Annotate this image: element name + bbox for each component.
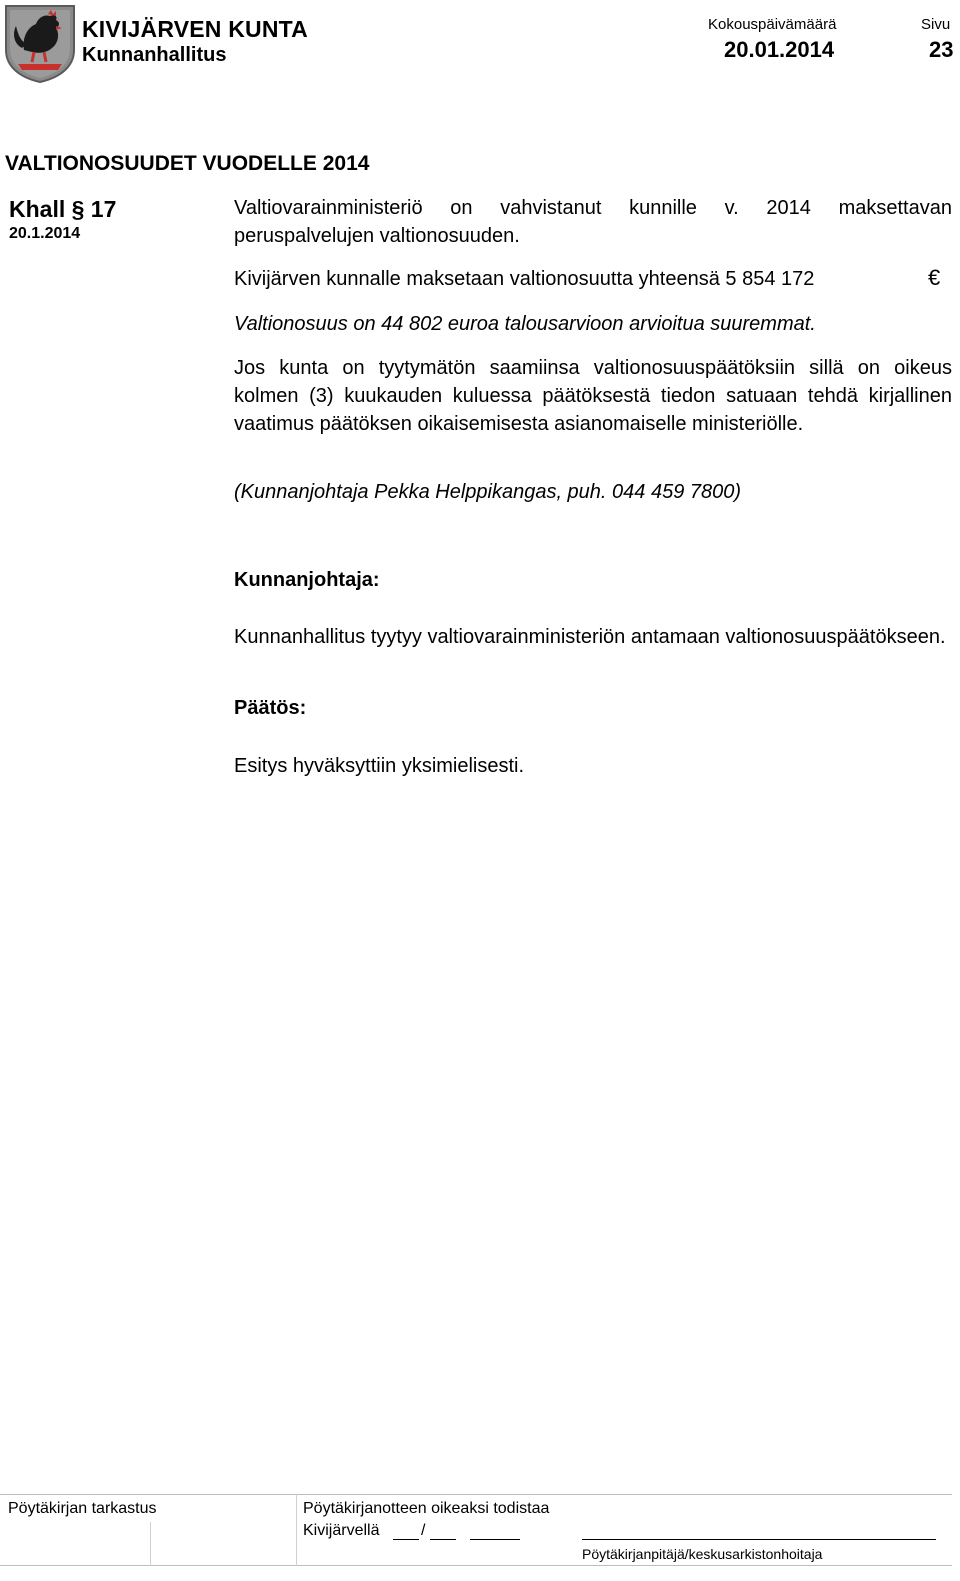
footer-signer-label: Pöytäkirjanpitäjä/keskusarkistonhoitaja bbox=[582, 1546, 823, 1562]
page-number: 23 bbox=[929, 37, 954, 62]
footer-column-divider bbox=[296, 1494, 297, 1566]
municipality-name: KIVIJÄRVEN KUNTA bbox=[82, 16, 308, 42]
paragraph-total-amount: Kivijärven kunnalle maksetaan valtionosuutta yhteensä 5 854 172 bbox=[234, 268, 815, 290]
footer-divider bbox=[150, 1522, 151, 1566]
footer-certified-label: Pöytäkirjanotteen oikeaksi todistaa bbox=[303, 1500, 550, 1517]
proposal-heading: Kunnanjohtaja: bbox=[234, 569, 380, 591]
page-label: Sivu bbox=[921, 16, 951, 33]
decision-heading: Päätös: bbox=[234, 697, 307, 719]
paragraph-difference: Valtionosuus on 44 802 euroa talousarvioon arvioitua suuremmat. bbox=[234, 313, 816, 335]
euro-symbol: € bbox=[928, 265, 941, 290]
footer-month-blank bbox=[430, 1539, 456, 1540]
municipality-crest-logo bbox=[4, 4, 76, 84]
section-title: VALTIONOSUUDET VUODELLE 2014 bbox=[5, 152, 370, 175]
proposal-text bbox=[234, 623, 952, 651]
proposal-text-content: Kunnanhallitus tyytyy valtiovarainministeriön antamaan valtionosuuspäätökseen. bbox=[234, 626, 946, 648]
footer-place: Kivijärvellä bbox=[303, 1522, 380, 1539]
paragraph-contact: (Kunnanjohtaja Pekka Helppikangas, puh. 044 459 7800) bbox=[234, 481, 742, 503]
footer-signature-line bbox=[582, 1539, 936, 1540]
meeting-date-label: Kokouspäivämäärä bbox=[708, 16, 837, 33]
footer-day-blank bbox=[393, 1539, 419, 1540]
footer-year-blank bbox=[470, 1539, 520, 1540]
case-date: 20.1.2014 bbox=[9, 225, 81, 242]
footer-slash: / bbox=[421, 1522, 426, 1539]
case-number: Khall § 17 bbox=[9, 196, 117, 222]
decision-text: Esitys hyväksyttiin yksimielisesti. bbox=[234, 755, 525, 777]
board-name: Kunnanhallitus bbox=[82, 44, 227, 66]
paragraph-appeal-info: Jos kunta on tyytymätön saamiinsa valtionosuuspäätöksiin sillä on oikeus kolmen (3) kuukauden kuluessa päätöksestä tiedon satuaan tehdä kirjallinen vaatimus päätöksen oikaisemisesta asianomaiselle ministeriölle. bbox=[234, 357, 952, 435]
footer-review-label: Pöytäkirjan tarkastus bbox=[8, 1500, 157, 1517]
meeting-date-value: 20.01.2014 bbox=[724, 37, 835, 62]
paragraph-intro: Valtiovarainministeriö on vahvistanut kunnille v. 2014 maksettavan peruspalvelujen valtionosuuden. bbox=[234, 197, 952, 247]
